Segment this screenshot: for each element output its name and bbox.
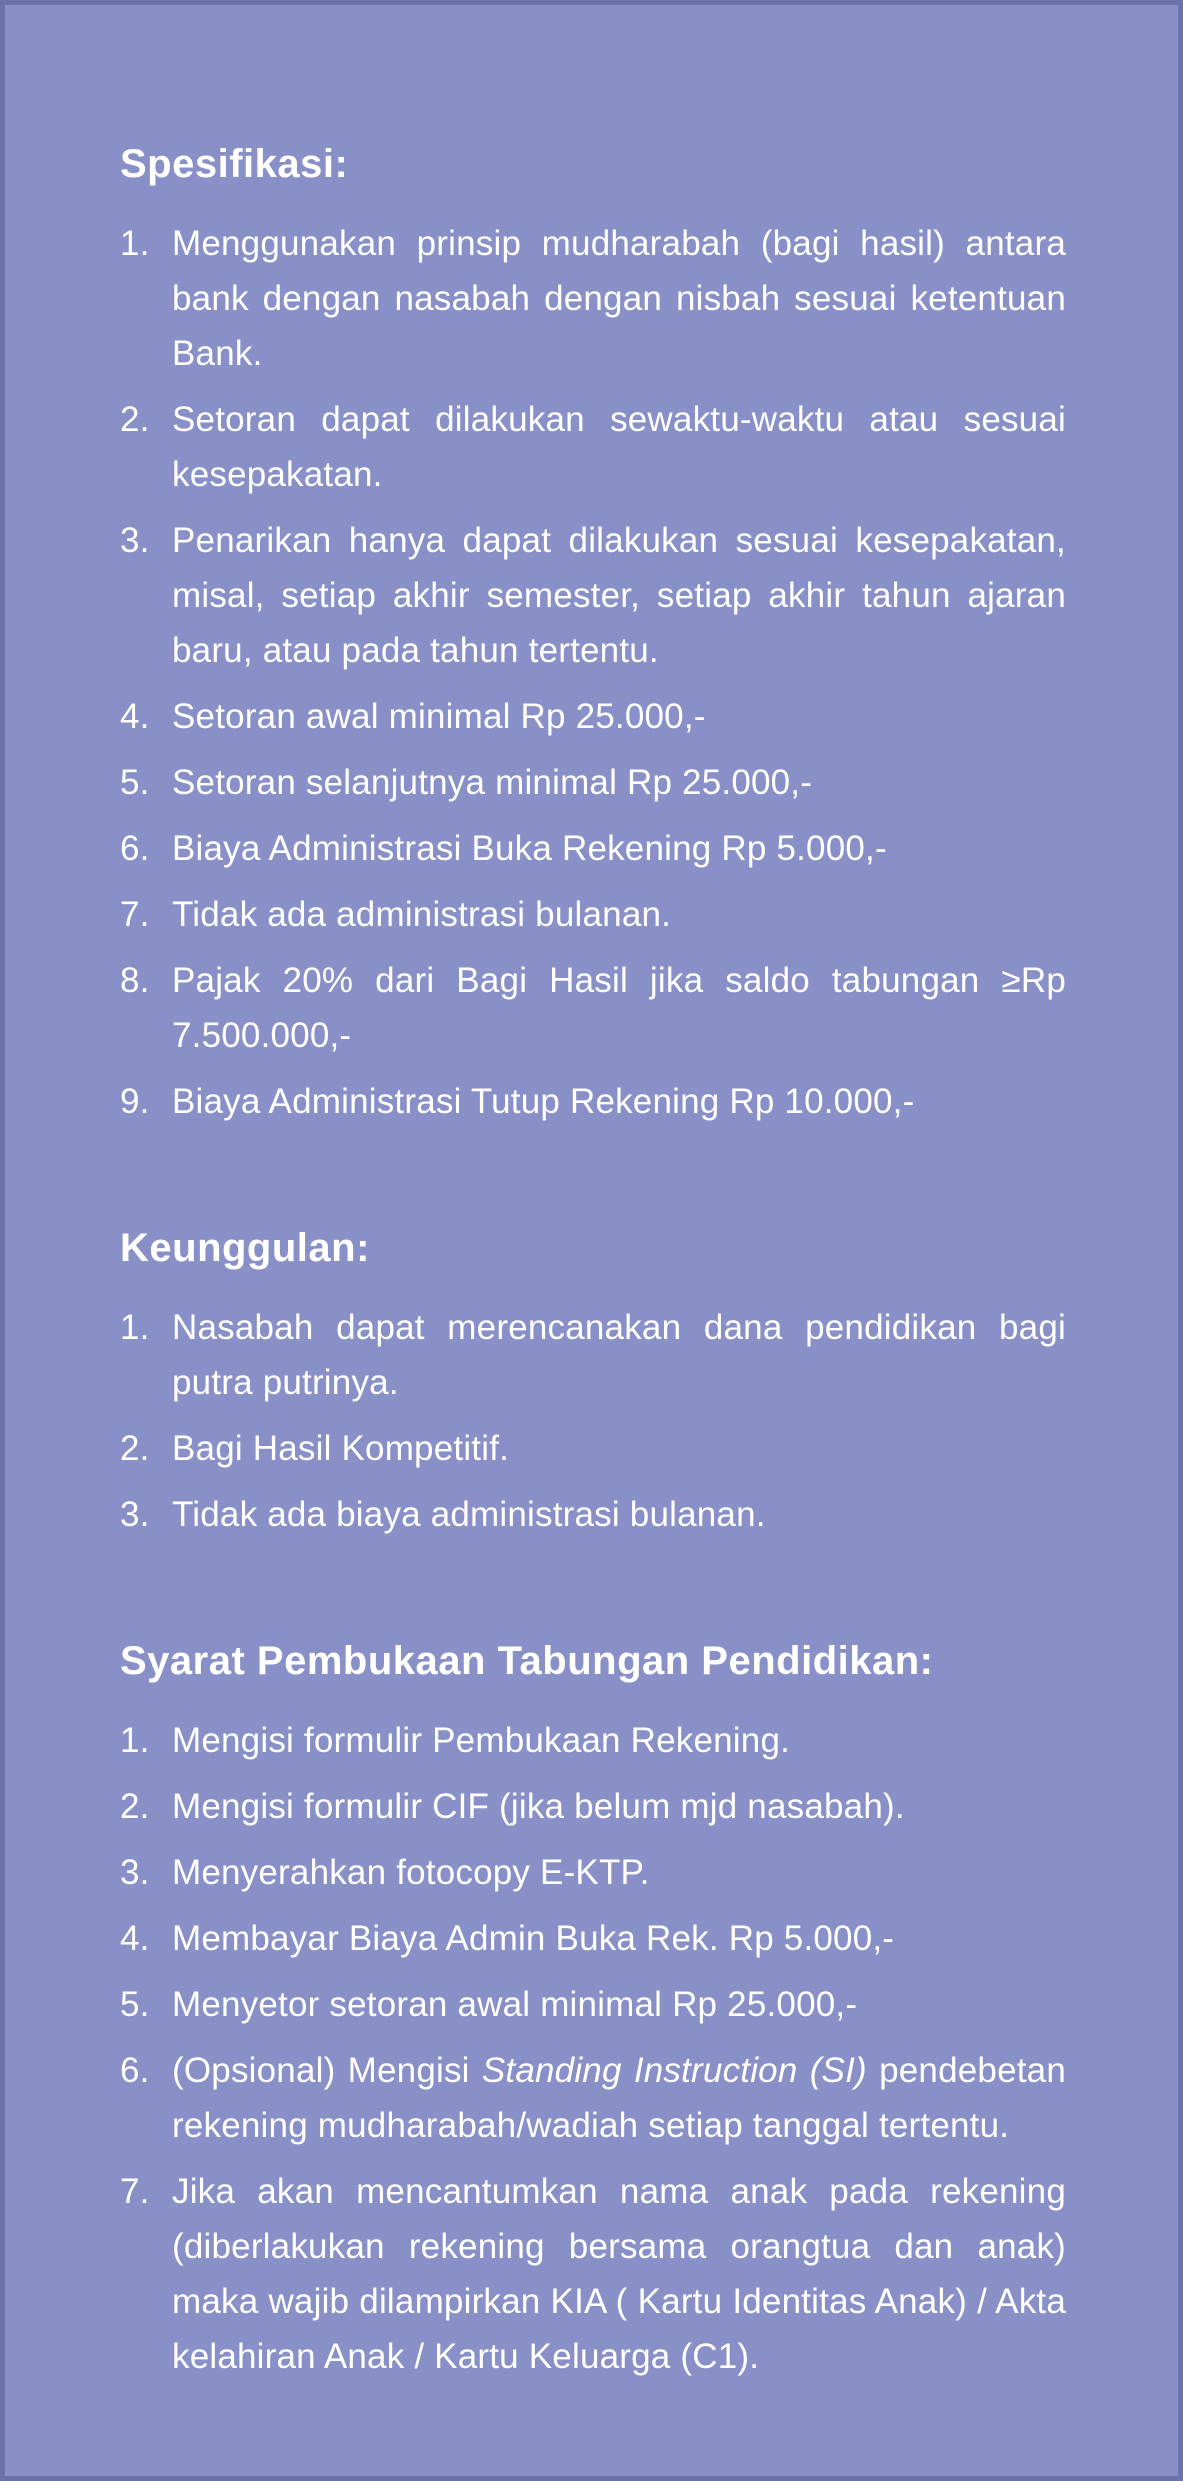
item-text-pre: (Opsional) Mengisi [172, 2051, 482, 2090]
item-number: 9. [120, 1082, 150, 1121]
item-text: Menyerahkan fotocopy E-KTP. [172, 1853, 650, 1892]
spesifikasi-list [120, 216, 1066, 1129]
list-item [120, 1977, 1066, 2032]
item-text: Nasabah dapat merencanakan dana pendidikan bagi putra putrinya. [172, 1308, 1066, 1402]
item-text: Mengisi formulir Pembukaan Rekening. [172, 1721, 791, 1760]
item-text: Bagi Hasil Kompetitif. [172, 1429, 510, 1468]
item-text: Tidak ada administrasi bulanan. [172, 895, 672, 934]
item-text: Setoran awal minimal Rp 25.000,- [172, 697, 706, 736]
item-text: Jika akan mencantumkan nama anak pada rekening (diberlakukan rekening bersama orangtua dan anak) maka wajib dilampirkan KIA ( Kartu Identitas Anak) / Akta kelahiran Anak / Kartu Keluarga (C1). [172, 2172, 1066, 2376]
item-text-post: pendebetan rekening mudharabah/wadiah setiap tanggal tertentu. [172, 2051, 1066, 2145]
item-text: Tidak ada biaya administrasi bulanan. [172, 1495, 766, 1534]
section-spesifikasi [120, 140, 1066, 1129]
list-item [120, 887, 1066, 942]
item-text: Setoran dapat dilakukan sewaktu-waktu atau sesuai kesepakatan. [172, 400, 1066, 494]
item-number: 1. [120, 1308, 150, 1347]
heading-syarat: Syarat Pembukaan Tabungan Pendidikan: [120, 1639, 934, 1683]
item-text: Membayar Biaya Admin Buka Rek. Rp 5.000,- [172, 1919, 895, 1958]
item-number: 6. [120, 829, 150, 868]
item-number: 3. [120, 521, 150, 560]
list-item [120, 1845, 1066, 1900]
item-number: 2. [120, 400, 150, 439]
item-number: 8. [120, 961, 150, 1000]
item-number: 4. [120, 1919, 150, 1958]
item-text [172, 2043, 1066, 2153]
item-number: 7. [120, 895, 150, 934]
item-text-italic: Standing Instruction (SI) [481, 2051, 867, 2090]
list-item [120, 689, 1066, 744]
item-number: 1. [120, 1721, 150, 1760]
list-item [120, 755, 1066, 810]
keunggulan-list [120, 1300, 1066, 1542]
item-number: 2. [120, 1787, 150, 1826]
list-item [120, 1300, 1066, 1410]
syarat-list [120, 1713, 1066, 2384]
item-text: Biaya Administrasi Buka Rekening Rp 5.000,- [172, 829, 887, 868]
item-text: Mengisi formulir CIF (jika belum mjd nasabah). [172, 1787, 905, 1826]
item-number: 1. [120, 224, 150, 263]
list-item [120, 953, 1066, 1063]
item-text: Menyetor setoran awal minimal Rp 25.000,- [172, 1985, 858, 2024]
list-item [120, 1487, 1066, 1542]
item-text: Menggunakan prinsip mudharabah (bagi hasil) antara bank dengan nasabah dengan nisbah sesuai ketentuan Bank. [172, 224, 1066, 373]
list-item [120, 2043, 1066, 2153]
item-number: 6. [120, 2051, 150, 2090]
item-number: 5. [120, 1985, 150, 2024]
section-syarat [120, 1637, 1066, 2384]
section-keunggulan [120, 1224, 1066, 1542]
list-item [120, 1779, 1066, 1834]
item-number: 5. [120, 763, 150, 802]
list-item [120, 1911, 1066, 1966]
item-text: Biaya Administrasi Tutup Rekening Rp 10.000,- [172, 1082, 915, 1121]
list-item [120, 513, 1066, 678]
item-number: 4. [120, 697, 150, 736]
item-number: 7. [120, 2172, 150, 2211]
list-item [120, 2164, 1066, 2384]
list-item [120, 1713, 1066, 1768]
item-text: Penarikan hanya dapat dilakukan sesuai kesepakatan, misal, setiap akhir semester, setiap akhir tahun ajaran baru, atau pada tahun tertentu. [172, 521, 1066, 670]
list-item [120, 1074, 1066, 1129]
item-text: Pajak 20% dari Bagi Hasil jika saldo tabungan ≥Rp 7.500.000,- [172, 961, 1066, 1055]
list-item [120, 821, 1066, 876]
item-text: Setoran selanjutnya minimal Rp 25.000,- [172, 763, 813, 802]
list-item [120, 392, 1066, 502]
heading-keunggulan: Keunggulan: [120, 1226, 370, 1270]
item-number: 3. [120, 1853, 150, 1892]
list-item [120, 1421, 1066, 1476]
list-item [120, 216, 1066, 381]
item-number: 2. [120, 1429, 150, 1468]
item-number: 3. [120, 1495, 150, 1534]
heading-spesifikasi: Spesifikasi: [120, 142, 349, 186]
